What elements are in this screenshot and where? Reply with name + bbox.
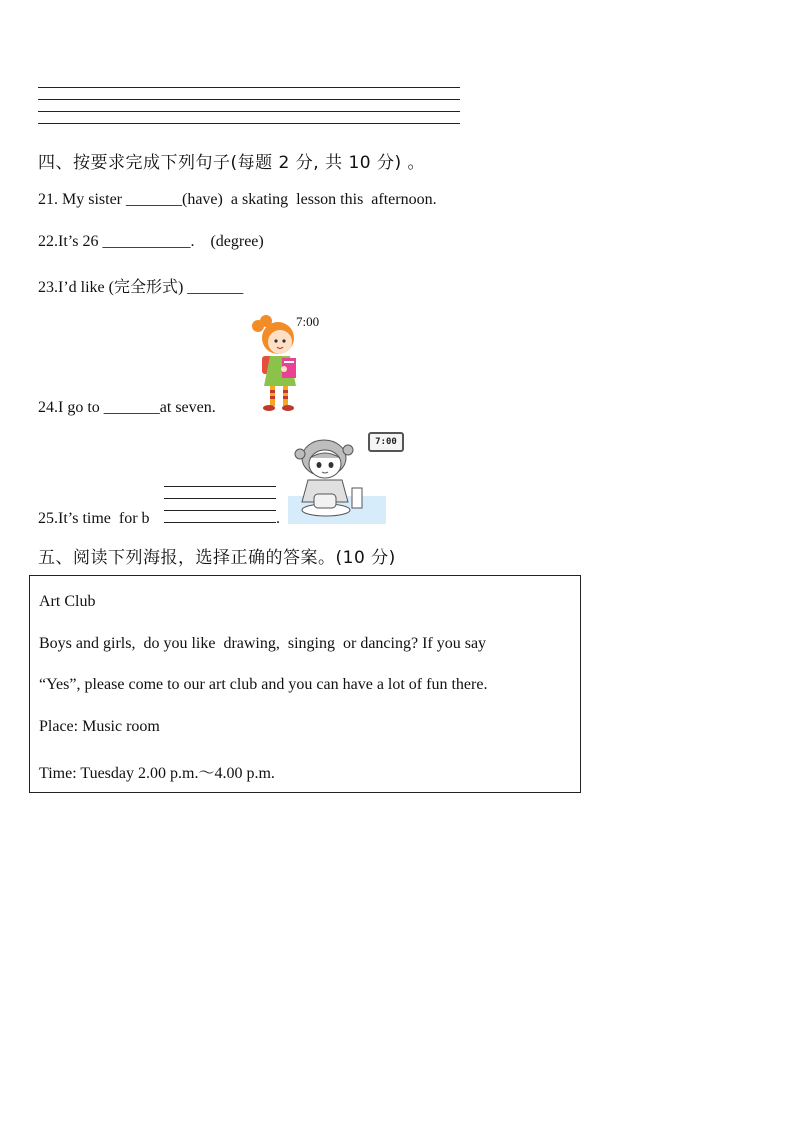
poster-time: Time: Tuesday 2.00 p.m.～4.00 p.m. <box>39 765 275 782</box>
clock-display: 7:00 <box>375 437 397 447</box>
q25-answer-line-4 <box>164 522 276 523</box>
q25-answer-line-3 <box>164 510 276 511</box>
q25-answer-line-1 <box>164 486 276 487</box>
answer-line-4 <box>38 123 460 124</box>
answer-line-1 <box>38 87 460 88</box>
section-5-heading: 五、阅读下列海报，选择正确的答案。(10 分) <box>38 548 396 568</box>
question-25: 25.It’s time for b <box>38 510 150 527</box>
poster-title: Art Club <box>39 593 96 610</box>
question-22: 22.It’s 26 ___________. (degree) <box>38 233 264 250</box>
section-4-heading: 四、按要求完成下列句子(每题 2 分, 共 10 分) 。 <box>38 153 426 173</box>
question-25-period: . <box>276 510 280 527</box>
alarm-clock-icon <box>368 432 404 452</box>
question-23: 23.I’d like (完全形式) _______ <box>38 279 244 296</box>
poster-line-2: “Yes”, please come to our art club and you can have a lot of fun there. <box>39 676 488 693</box>
poster-place: Place: Music room <box>39 718 160 735</box>
art-club-poster <box>29 575 581 793</box>
q25-answer-line-2 <box>164 498 276 499</box>
question-24: 24.I go to _______at seven. <box>38 399 216 416</box>
answer-line-2 <box>38 99 460 100</box>
answer-line-3 <box>38 111 460 112</box>
clock-time-label: 7:00 <box>296 314 320 329</box>
question-21: 21. My sister _______(have) a skating lesson this afternoon. <box>38 191 437 208</box>
poster-line-1: Boys and girls, do you like drawing, singing or dancing? If you say <box>39 635 487 652</box>
girl-walking-to-school-icon <box>250 314 310 414</box>
